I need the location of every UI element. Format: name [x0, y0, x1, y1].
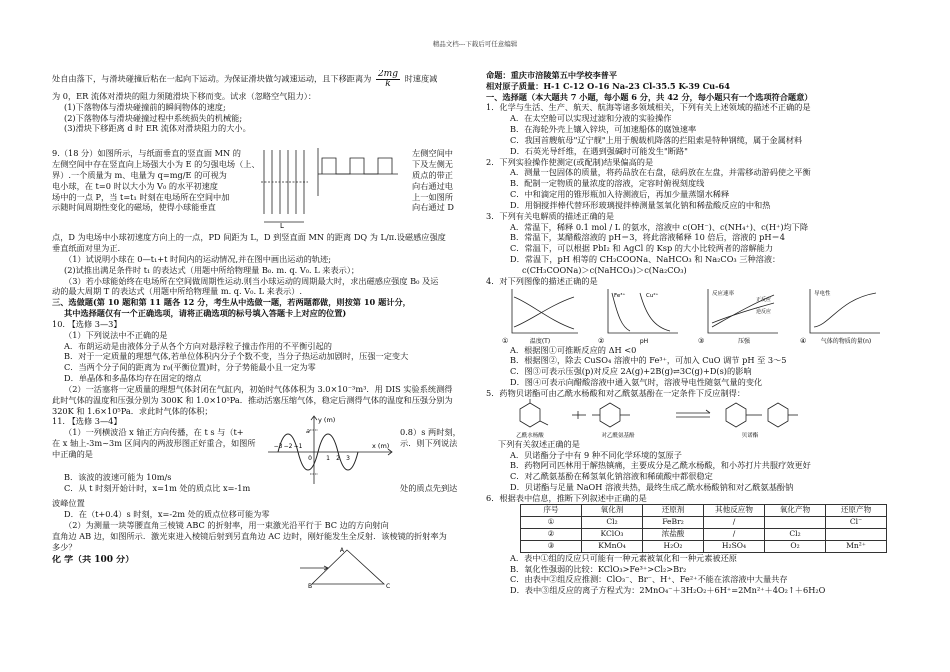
q8-text-line1a: 处自由落下，与滑块碰撞后粘在一起向下运动。为保证滑块做匀减速运动，且下移距离为	[52, 73, 372, 84]
q11-line: 在 x 轴上-3m~3m 区间内的两波形图正好重合，如图所	[52, 438, 256, 449]
q11-block	[52, 416, 472, 498]
section3-heading: 三、选做题(第 10 题和第 11 题各 12 分，考生从中选做一题，若两题都做，则按第 10 题计分，	[52, 297, 411, 308]
table-header-row	[521, 504, 887, 516]
q3-option-d: D．常温下，pH 相等的 CH₃COONa、NaHCO₃ 和 Na₂CO₃ 三种溶液：	[510, 254, 781, 265]
table-row	[521, 528, 887, 540]
q2-option-a: A．测量一包固体的质量，将药品放在右盘，砝码放在左盘，并需移动游码使之平衡	[510, 167, 811, 178]
q5-option-c: C．对乙酰氨基酚在稀氢氧化钠溶液和稀硫酸中都很稳定	[510, 471, 713, 482]
q11-tick-label: −2	[283, 443, 293, 451]
q9-right-line: 下及左侧无	[412, 159, 453, 170]
table-cell: Cl⁻	[826, 516, 887, 528]
section1-heading: 一、选择题（本大题共 7 小题，每小题 6 分，共 42 分，每小题只有一个选项符合题意）	[486, 91, 813, 102]
q11-right-line: 0.8）s 两时刻，	[400, 427, 461, 438]
q10-option-a: A．布朗运动是由液体分子从各个方向对悬浮粒子撞击作用的不平衡引起的	[64, 340, 332, 351]
table-cell: Cl₂	[582, 516, 643, 528]
q4-option-a: A．根据图①可推断反应的 ΔH <0	[510, 344, 637, 355]
table-cell: O₂	[765, 540, 826, 552]
page-header-note: 精品文档---下载后可任意编辑	[432, 40, 518, 48]
q10-option-d: D．单晶体和多晶体均存在固定的熔点	[64, 373, 202, 384]
table-cell: Mn²⁺	[826, 540, 887, 552]
graph4-y-label: 导电性	[814, 290, 831, 297]
reactant-label-acetylsalicylic: 乙酰水杨酸	[516, 432, 544, 439]
table-cell: FeBr₂	[643, 516, 704, 528]
q8-text-line1b: 时速度减	[404, 73, 438, 84]
q1-option-b: B．在海轮外壳上镶入锌块，可加速船体的腐蚀速率	[510, 124, 697, 135]
physics-column	[52, 62, 472, 591]
q1-option-a: A．在太空舱可以实现过滤和分液的实验操作	[510, 113, 672, 124]
q3-stem: 3．下列有关电解质的描述正确的是	[486, 210, 615, 221]
q9-right-line: 左侧空间中	[412, 148, 453, 159]
q9-sub: （3）若小球能始终在电场所在空间做周期性运动.则当小球运动的周期最大时，求出磁感应强度 B₀ 及运	[64, 275, 439, 286]
graph4-number: ④	[800, 336, 807, 345]
q11-x-axis-label: x (m)	[372, 442, 390, 451]
q10-line: （1）下列说法中不正确的是	[64, 329, 168, 340]
q11-amplitude-label: a	[306, 427, 310, 436]
q9-field-diagram	[258, 144, 408, 230]
q3-option-a: A．常温下，稀释 0.1 mol / L 的氨水，溶液中 c(OH⁻)、c(NH₄⁺)、c(H⁺)均下降	[510, 221, 809, 232]
q11-option-c-cont: 处的质点先到达	[400, 483, 458, 494]
q5-option-d: D．贝诺酯与足量 NaOH 溶液共热，最终生成乙酰水杨酸钠和对乙酰氨基酚钠	[510, 482, 794, 493]
prism-label-b: B	[308, 583, 313, 591]
q9-sub: （1）试说明小球在 0—t₁+t 时间内的运动情况,并在图中画出运动的轨迹;	[64, 253, 331, 264]
table-header-cell: 氧化产物	[765, 504, 826, 516]
q4-option-b: B．根据图②，除去 CuSO₄ 溶液中的 Fe³⁺，可加入 CuO 调节 pH 至 3～5	[510, 355, 787, 366]
q1-stem: 1．化学与生活、生产、航天、航海等诸多领域相关，下列有关上述领域的描述不正确的是	[486, 102, 811, 113]
q4-option-c: C．图③可表示压强(p)对反应 2A(g)+2B(g)⇌3C(g)+D(s)的影响	[510, 366, 752, 377]
q9-diagram-label-L: L	[280, 222, 284, 231]
fraction-numerator: 2mg	[377, 70, 398, 79]
q4-graphs	[500, 287, 920, 345]
q5-subquestion: 下列有关叙述正确的是	[498, 438, 580, 449]
q11-tick-label: −1	[293, 443, 303, 451]
graph1-axis-label: 温度(T)	[529, 337, 551, 345]
table-cell: ②	[521, 528, 582, 540]
q9-block	[52, 148, 472, 232]
q3-option-b: B．常温下，某醋酸溶液的 pH＝3，将此溶液稀释 10 倍后，溶液的 pH＝4	[510, 232, 785, 243]
q2-option-b: B．配制一定物质的量浓度的溶液，定容时俯视刻度线	[510, 178, 705, 189]
q9-line: 示随时间周期性变化的磁场，使得小球能垂直	[52, 202, 216, 213]
q1-option-d: D．石英光导纤维，在遇到强碱时可能发生"断路"	[510, 145, 688, 156]
graph3-axis-label: 压强	[737, 337, 751, 345]
q9-line: 9.（18 分）如图所示，与纸面垂直的竖直面 MN 的	[52, 148, 241, 159]
exam-author: 命题：重庆市涪陵第五中学校李普平	[486, 70, 618, 80]
table-header-cell: 序号	[521, 504, 582, 516]
table-cell: ③	[521, 540, 582, 552]
table-header-cell: 氧化剂	[582, 504, 643, 516]
q9-line: 场中的一点 P，当 t=t₁ 时刻在电场所在空间中加	[52, 191, 230, 202]
q8-text-line2: 为 0，ER 流体对滑块的阻力须随滑块下移而变。试求（忽略空气阻力）：	[52, 91, 317, 101]
q8-sub3: (3)滑块下移距离 d 时 ER 流体对滑块阻力的大小。	[64, 123, 251, 134]
q5-stem: 5．药物贝诺酯可由乙酰水杨酸和对乙酰氨基酚在一定条件下反应制得：	[486, 387, 746, 398]
section3-instructions: 其中选择题仅有一个正确选项，请将正确选项的标号填入答题卡上对应的位置)	[64, 308, 347, 319]
table-row	[521, 516, 887, 528]
q10-option-b: B．对于一定质量的理想气体,若单位体积内分子个数不变，当分子热运动加剧时，压强一定变大	[64, 351, 409, 362]
graph2-ion-cu: Cu²⁺	[646, 292, 659, 299]
table-cell: 浓盐酸	[643, 528, 704, 540]
prism-label-a: A	[339, 547, 344, 555]
graph3-y-label: 反应速率	[712, 290, 735, 297]
q1-option-c: C．我国首艘航母"辽宁舰"上用于舰载机降落的拦阻索是特种钢缆，属于金属材料	[510, 134, 803, 145]
graph4-axis-label: 气体的物质的量(n)	[820, 337, 872, 345]
q9-right-line: 向右通过 D	[412, 202, 454, 213]
fraction-denominator: k	[385, 79, 391, 89]
q5-option-a: A．贝诺酯分子中有 9 种不同化学环境的氢原子	[510, 449, 682, 460]
graph2-ion-fe: Fe³⁺	[614, 292, 626, 299]
q10-title: 10. 【选修 3—3】	[52, 318, 122, 329]
q6-option-b: B．氧化性强弱的比较：KClO₃>Fe³⁺>Cl₂>Br₂	[510, 563, 687, 574]
redox-table	[520, 504, 887, 553]
table-cell: /	[704, 516, 765, 528]
prism-label-c: C	[386, 583, 391, 591]
table-header-cell: 还原剂	[643, 504, 704, 516]
q6-stem: 6．根据表中信息，推断下列叙述中正确的是	[486, 492, 647, 503]
table-cell: ①	[521, 516, 582, 528]
table-cell: Cl₂	[765, 528, 826, 540]
q11-part2-block	[52, 520, 472, 591]
graph3-number: ③	[698, 336, 705, 345]
q11-tick-label: 1	[326, 455, 330, 463]
q6-option-a: A．表中①组的反应只可能有一种元素被氧化和一种元素被还原	[510, 552, 737, 563]
q11-part2-line: 直角边 AB 边，如图所示．激光束进入棱镜后射到另直角边 AC 边时，刚好能发生全反射．该棱镜的折射率为	[52, 530, 447, 541]
q11-tick-label: 0	[308, 455, 312, 463]
table-cell: H₂SO₄	[704, 540, 765, 552]
q11-line: （1）一列横波沿 x 轴正方向传播，在 t s 与（t+	[64, 427, 244, 438]
q11-tick-label: 3	[346, 455, 350, 463]
q4-option-d: D．图④可表示向醋酸溶液中通入氨气时，溶液导电性随氨气量的变化	[510, 377, 763, 388]
q11-title: 11. 【选修 3—4】	[52, 416, 122, 427]
q11-tick-label: 2	[336, 455, 340, 463]
q2-stem: 2．下列实验操作使测定(或配制)结果偏高的是	[486, 156, 654, 167]
q11-y-axis-label: y (m)	[318, 416, 336, 425]
table-header-cell: 还原产物	[826, 504, 887, 516]
q2-option-d: D．用铜搅拌棒代替环形玻璃搅拌棒测量氢氧化钠和稀盐酸反应的中和热	[510, 199, 771, 210]
q9-line: 点，D 为电场中小球初速度方向上的一点，PD 间距为 L，D 到竖直面 MN 的距离 DQ 为 L/π.设磁感应强度	[52, 232, 446, 243]
table-cell: KClO₃	[582, 528, 643, 540]
q11-wave-diagram	[260, 410, 400, 488]
q8-sub2: (2)下落物体与滑块碰撞过程中系统损失的机械能;	[64, 112, 243, 123]
atomic-masses: 相对原子质量：H-1 C-12 O-16 Na-23 Cl-35.5 K-39 Cu-64	[486, 80, 730, 91]
q5-reaction-scheme	[500, 399, 920, 439]
q9-right-line: 向右通过电	[412, 180, 453, 191]
q10-line: （2）一活塞将一定质量的理想气体封闭在气缸内，初始时气体体积为 3.0×10⁻³m³．用 DIS 实验系统测得	[64, 383, 453, 394]
q9-line: 电小球，在 t=0 时以大小为 V₀ 的水平初速度	[52, 180, 218, 191]
q10-line: 320K 和 1.6×10⁵Pa．求此时气体的体积；	[52, 405, 213, 416]
q11-part2-line: 多少？	[52, 541, 77, 552]
q11-line: 中正确的是	[52, 448, 93, 459]
chemistry-section-title: 化 学（共 100 分）	[52, 554, 135, 565]
q5-option-b: B．药物阿司匹林用于解热镇痛，主要成分是乙酰水杨酸，和小苏打片共服疗效更好	[510, 460, 811, 471]
graph3-line-forward: 正反应	[756, 296, 772, 303]
q11-option-d: D．在（t+0.4）s 时刻，x=-2m 处的质点位移可能为零	[64, 509, 270, 520]
graph2-axis-label: pH	[639, 337, 649, 345]
graph2-number: ②	[598, 336, 605, 345]
table-cell	[826, 528, 887, 540]
q8-sub1: (1)下落物体与滑块碰撞前的瞬间物体的速度;	[64, 101, 226, 112]
q6-option-c: C．由表中②组反应推测：ClO₃⁻、Br⁻、H⁺、Fe²⁺不能在浓溶液中大量共存	[510, 574, 788, 585]
q11-right-line: 示．则下列说法	[400, 438, 458, 449]
q11-option-c: C．从 t 时刻开始计时，x=1m 处的质点比 x=-1m	[64, 483, 251, 494]
table-header-cell: 其他反应物	[704, 504, 765, 516]
table-cell: /	[704, 528, 765, 540]
product-label-benorilate: 贝诺酯	[741, 432, 759, 439]
q6-option-d: D．表中③组反应的离子方程式为：2MnO₄⁻＋3H₂O₂＋6H⁺=2Mn²⁺＋4O₂↑＋6H₂O	[510, 585, 826, 596]
q11-tick-label: −3	[273, 443, 283, 451]
q11-option-b: B．该波的波速可能为 10m/s	[64, 472, 172, 483]
q11-option-c-cont2: 波峰位置	[52, 498, 85, 509]
q10-option-c: C．当两个分子间的距离为 r₀(平衡位置)时，分子势能最小且一定为零	[64, 362, 316, 373]
q10-line: 此时气体的温度和压强分别为 300K 和 1.0×10⁵Pa．推动活塞压缩气体，稳定后测得气体的温度和压强分别为	[52, 394, 453, 405]
reactant-label-paracetamol: 对乙酰氨基酚	[601, 432, 635, 439]
q9-right-line: 上一如图所	[412, 191, 453, 202]
q9-sub: 动的最大周期 T 的表达式（用题中所给物理量 m. q. V₀. L 来表示）.	[52, 286, 303, 297]
graph3-line-reverse: 逆反应	[756, 308, 772, 315]
q11-part2-line: （2）为测量一块等腰直角三棱镜 ABC 的折射率，用一束激光沿平行于 BC 边的方向射向	[64, 520, 389, 531]
q4-stem: 4．对下列图像的描述正确的是	[486, 275, 598, 286]
graph1-number: ①	[502, 336, 509, 345]
q9-right-line: 质点的带正	[412, 169, 453, 180]
table-cell	[765, 516, 826, 528]
chemistry-column	[486, 62, 906, 596]
fraction-2mg-over-k	[376, 70, 400, 89]
q9-sub: (2)试推出满足条件时 t₁ 的表达式（用题中所给物理量 B₀. m. q. V₀. L 来表示）；	[64, 264, 360, 275]
q9-line: 界）.一个质量为 m、电量为 q=mg/E 的可视为	[52, 169, 227, 180]
q9-line: 左侧空间中存在竖直向上场强大小为 E 的匀强电场（上、	[52, 159, 260, 170]
q2-option-c: C．中和滴定用的锥形瓶加入待测液后，再加少量蒸馏水稀释	[510, 189, 730, 200]
table-row	[521, 540, 887, 552]
q3-option-c: C．常温下，可以根据 PbI₂ 和 AgCl 的 Ksp 的大小比较两者的溶解能力	[510, 243, 774, 254]
prism-diagram	[292, 546, 402, 590]
q3-option-d-cont: c(CH₃COONa)＞c(NaHCO₃)＞c(Na₂CO₃)	[522, 264, 687, 275]
table-cell: H₂O₂	[643, 540, 704, 552]
table-cell: KMnO₄	[582, 540, 643, 552]
q9-line: 垂直纸面对里为正.	[52, 243, 121, 254]
